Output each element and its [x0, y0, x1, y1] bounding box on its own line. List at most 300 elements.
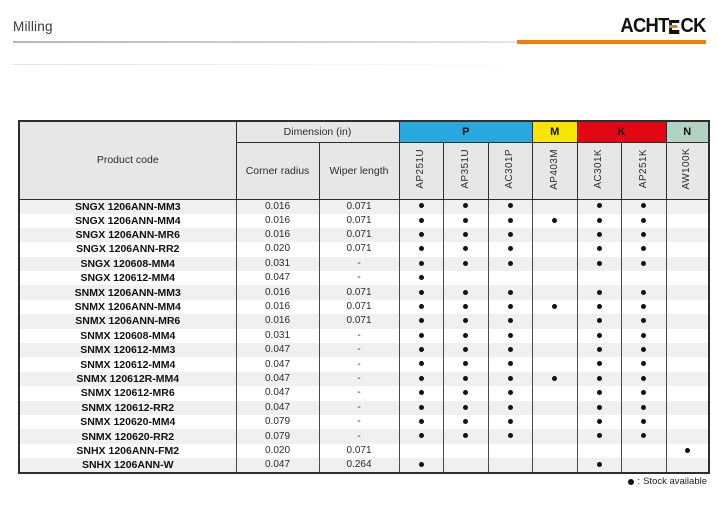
stock-cell-ap251k [622, 314, 667, 328]
stock-dot-icon [597, 318, 602, 323]
wiper-length-cell: - [319, 343, 399, 357]
grade-header-aw100k [666, 142, 709, 199]
stock-cell-ap403m [533, 429, 578, 443]
stock-cell-ac301k [577, 314, 622, 328]
stock-cell-ap251u [399, 300, 444, 314]
wiper-length-cell: 0.071 [319, 242, 399, 256]
corner-radius-cell: 0.016 [236, 300, 319, 314]
product-code-cell: SNMX 1206ANN-MM4 [19, 300, 236, 314]
corner-radius-cell: 0.031 [236, 257, 319, 271]
logo-text-suffix: CK [680, 15, 706, 37]
stock-dot-icon [508, 361, 513, 366]
product-table [18, 120, 710, 474]
stock-cell-ap251k [622, 271, 667, 285]
product-code-cell: SNMX 1206ANN-MR6 [19, 314, 236, 328]
stock-cell-ap351u [444, 357, 489, 371]
stock-cell-ac301p [488, 401, 533, 415]
stock-dot-icon [641, 405, 646, 410]
stock-cell-ap403m [533, 372, 578, 386]
stock-cell-ap351u [444, 458, 489, 473]
stock-dot-icon [419, 304, 424, 309]
wiper-length-cell: 0.071 [319, 214, 399, 228]
stock-dot-icon [419, 390, 424, 395]
stock-cell-ap251u [399, 401, 444, 415]
grade-header-label: AP403M [548, 148, 560, 190]
stock-cell-ap403m [533, 415, 578, 429]
product-code-cell: SNHX 1206ANN-FM2 [19, 444, 236, 458]
stock-cell-ap351u [444, 199, 489, 214]
grade-header-label: AW100K [681, 148, 693, 190]
stock-cell-ap403m [533, 271, 578, 285]
stock-dot-icon [641, 318, 646, 323]
stock-cell-ac301k [577, 386, 622, 400]
stock-cell-ap351u [444, 444, 489, 458]
stock-cell-ap403m [533, 228, 578, 242]
wiper-length-cell: - [319, 257, 399, 271]
stock-cell-ap251k [622, 372, 667, 386]
stock-cell-ac301k [577, 401, 622, 415]
corner-radius-cell: 0.016 [236, 285, 319, 299]
stock-dot-icon [641, 419, 646, 424]
stock-dot-icon [597, 304, 602, 309]
stock-dot-icon [641, 433, 646, 438]
stock-cell-ap251u [399, 242, 444, 256]
stock-cell-ap251u [399, 415, 444, 429]
stock-cell-ac301k [577, 415, 622, 429]
grade-header-label: AP251K [637, 149, 649, 189]
stock-dot-icon [641, 232, 646, 237]
stock-cell-ac301p [488, 329, 533, 343]
stock-cell-ap251k [622, 401, 667, 415]
stock-dot-icon [508, 333, 513, 338]
product-code-cell: SNGX 120612-MM4 [19, 271, 236, 285]
table-row [19, 386, 709, 400]
product-code-cell: SNGX 1206ANN-MM3 [19, 199, 236, 214]
stock-cell-ac301k [577, 429, 622, 443]
stock-cell-ap251k [622, 429, 667, 443]
header-divider [13, 40, 706, 44]
product-code-cell: SNGX 1206ANN-MR6 [19, 228, 236, 242]
stock-dot-icon [508, 390, 513, 395]
stock-cell-aw100k [666, 214, 709, 228]
wiper-length-cell: 0.071 [319, 300, 399, 314]
corner-radius-cell: 0.079 [236, 429, 319, 443]
stock-cell-ac301p [488, 372, 533, 386]
stock-cell-ap251k [622, 357, 667, 371]
stock-cell-ap403m [533, 444, 578, 458]
material-group-header-k: K [577, 121, 666, 142]
stock-dot-icon [508, 203, 513, 208]
stock-dot-icon [641, 333, 646, 338]
wiper-length-header: Wiper length [319, 142, 399, 199]
wiper-length-cell: - [319, 401, 399, 415]
stock-dot-icon [552, 376, 557, 381]
stock-cell-ap351u [444, 386, 489, 400]
corner-radius-cell: 0.047 [236, 401, 319, 415]
stock-dot-icon [641, 347, 646, 352]
stock-cell-ac301k [577, 214, 622, 228]
stock-dot-icon [641, 390, 646, 395]
table-row [19, 429, 709, 443]
stock-dot-icon [641, 261, 646, 266]
stock-cell-ap403m [533, 242, 578, 256]
product-code-cell: SNMX 120612-MM3 [19, 343, 236, 357]
grade-header-ap251u [399, 142, 444, 199]
wiper-length-cell: - [319, 357, 399, 371]
product-table-container [18, 120, 710, 474]
corner-radius-cell: 0.079 [236, 415, 319, 429]
table-row [19, 372, 709, 386]
stock-dot-icon [641, 203, 646, 208]
wiper-length-cell: - [319, 386, 399, 400]
stock-cell-ac301k [577, 444, 622, 458]
stock-cell-ac301p [488, 242, 533, 256]
stock-cell-ac301k [577, 343, 622, 357]
stock-dot-icon [508, 347, 513, 352]
corner-radius-cell: 0.047 [236, 386, 319, 400]
stock-dot-icon [597, 419, 602, 424]
corner-radius-cell: 0.047 [236, 372, 319, 386]
corner-radius-cell: 0.047 [236, 458, 319, 473]
stock-cell-aw100k [666, 357, 709, 371]
stock-cell-ac301p [488, 214, 533, 228]
stock-cell-ap251k [622, 285, 667, 299]
wiper-length-cell: - [319, 271, 399, 285]
stock-cell-aw100k [666, 329, 709, 343]
corner-radius-cell: 0.020 [236, 444, 319, 458]
stock-cell-ap251k [622, 458, 667, 473]
stock-dot-icon [641, 376, 646, 381]
table-row [19, 257, 709, 271]
stock-dot-icon [597, 232, 602, 237]
stock-cell-ap351u [444, 343, 489, 357]
stock-cell-ap403m [533, 386, 578, 400]
stock-dot-icon [463, 390, 468, 395]
stock-dot-icon [419, 333, 424, 338]
grade-header-label: AC301K [593, 149, 605, 189]
stock-dot-icon [419, 232, 424, 237]
stock-cell-ac301k [577, 329, 622, 343]
table-row [19, 458, 709, 473]
stock-cell-ap251u [399, 271, 444, 285]
stock-cell-ap251u [399, 386, 444, 400]
stock-cell-ac301p [488, 199, 533, 214]
wiper-length-cell: 0.264 [319, 458, 399, 473]
stock-dot-icon [508, 433, 513, 438]
stock-cell-ap351u [444, 300, 489, 314]
stock-cell-ap351u [444, 214, 489, 228]
table-row [19, 314, 709, 328]
stock-cell-ap251u [399, 458, 444, 473]
stock-cell-ap251k [622, 214, 667, 228]
stock-dot-icon [463, 246, 468, 251]
stock-cell-ac301p [488, 444, 533, 458]
table-body [19, 199, 709, 473]
grade-header-ac301p [488, 142, 533, 199]
stock-dot-icon [463, 433, 468, 438]
stock-dot-icon [463, 405, 468, 410]
stock-cell-ap251u [399, 343, 444, 357]
stock-cell-aw100k [666, 285, 709, 299]
stock-cell-aw100k [666, 300, 709, 314]
stock-cell-ac301p [488, 285, 533, 299]
stock-dot-icon [597, 218, 602, 223]
stock-cell-aw100k [666, 429, 709, 443]
wiper-length-cell: 0.071 [319, 199, 399, 214]
product-code-header: Product code [19, 121, 236, 199]
stock-dot-icon [508, 304, 513, 309]
stock-cell-ap251k [622, 257, 667, 271]
stock-dot-icon [508, 419, 513, 424]
stock-cell-ap403m [533, 199, 578, 214]
stock-cell-ap351u [444, 372, 489, 386]
stock-dot-icon [597, 361, 602, 366]
stock-cell-ap251k [622, 415, 667, 429]
stock-cell-ac301p [488, 228, 533, 242]
stock-cell-ac301p [488, 415, 533, 429]
wiper-length-cell: 0.071 [319, 314, 399, 328]
grade-header-label: AP351U [459, 149, 471, 189]
achteck-logo [621, 15, 706, 38]
table-header-groups-row [19, 121, 709, 142]
stock-cell-ap351u [444, 257, 489, 271]
table-row [19, 343, 709, 357]
corner-radius-cell: 0.047 [236, 343, 319, 357]
material-group-header-n: N [666, 121, 709, 142]
stock-dot-icon [419, 261, 424, 266]
stock-dot-icon [508, 218, 513, 223]
stock-cell-ap251u [399, 329, 444, 343]
stock-dot-icon [463, 290, 468, 295]
stock-dot-icon [597, 261, 602, 266]
stock-cell-ap251k [622, 386, 667, 400]
stock-dot-icon [597, 347, 602, 352]
stock-cell-aw100k [666, 228, 709, 242]
stock-cell-ap251u [399, 257, 444, 271]
stock-cell-ap351u [444, 401, 489, 415]
stock-cell-ac301p [488, 343, 533, 357]
corner-radius-cell: 0.047 [236, 357, 319, 371]
stock-dot-icon [597, 390, 602, 395]
stock-cell-ac301k [577, 199, 622, 214]
logo-letter-e-icon [669, 20, 679, 34]
stock-cell-ap251u [399, 429, 444, 443]
stock-cell-aw100k [666, 401, 709, 415]
product-code-cell: SNMX 120612-RR2 [19, 401, 236, 415]
stock-cell-ac301p [488, 429, 533, 443]
corner-radius-cell: 0.016 [236, 199, 319, 214]
stock-cell-ap351u [444, 429, 489, 443]
stock-cell-aw100k [666, 343, 709, 357]
grade-header-label: AP251U [415, 149, 427, 189]
stock-dot-icon [641, 246, 646, 251]
stock-dot-icon [419, 405, 424, 410]
stock-cell-ap403m [533, 401, 578, 415]
stock-cell-aw100k [666, 444, 709, 458]
stock-cell-ap403m [533, 300, 578, 314]
stock-dot-icon [641, 290, 646, 295]
secondary-divider [13, 64, 553, 65]
stock-cell-ac301p [488, 271, 533, 285]
stock-cell-ap351u [444, 228, 489, 242]
stock-cell-ap403m [533, 257, 578, 271]
stock-cell-aw100k [666, 415, 709, 429]
page-title: Milling [13, 19, 53, 34]
stock-dot-icon [552, 218, 557, 223]
logo-text-prefix: ACHT [620, 15, 669, 37]
corner-radius-cell: 0.016 [236, 314, 319, 328]
stock-dot-icon [419, 347, 424, 352]
product-code-cell: SNMX 120612R-MM4 [19, 372, 236, 386]
stock-dot-icon [508, 261, 513, 266]
stock-cell-aw100k [666, 458, 709, 473]
stock-cell-ap351u [444, 271, 489, 285]
stock-dot-icon [463, 361, 468, 366]
grade-header-label: AC301P [504, 149, 516, 189]
grade-header-ap251k [622, 142, 667, 199]
table-row [19, 285, 709, 299]
stock-cell-ap403m [533, 357, 578, 371]
stock-dot-icon [419, 218, 424, 223]
stock-dot-icon [419, 419, 424, 424]
product-code-cell: SNMX 120620-RR2 [19, 429, 236, 443]
corner-radius-cell: 0.031 [236, 329, 319, 343]
product-code-cell: SNMX 120612-MM4 [19, 357, 236, 371]
stock-dot-icon [685, 448, 690, 453]
legend-separator: : [637, 476, 641, 487]
stock-cell-aw100k [666, 271, 709, 285]
stock-cell-aw100k [666, 372, 709, 386]
stock-dot-icon [508, 246, 513, 251]
stock-cell-ap251k [622, 343, 667, 357]
stock-dot-icon [597, 405, 602, 410]
stock-dot-icon [597, 376, 602, 381]
wiper-length-cell: - [319, 329, 399, 343]
product-code-cell: SNGX 1206ANN-MM4 [19, 214, 236, 228]
stock-cell-ap251k [622, 300, 667, 314]
corner-radius-cell: 0.020 [236, 242, 319, 256]
stock-dot-icon [641, 361, 646, 366]
stock-cell-ap251u [399, 199, 444, 214]
stock-cell-ap403m [533, 329, 578, 343]
table-row [19, 444, 709, 458]
wiper-length-cell: - [319, 429, 399, 443]
stock-cell-ap251k [622, 228, 667, 242]
stock-dot-icon [419, 376, 424, 381]
table-row [19, 271, 709, 285]
stock-cell-ap403m [533, 214, 578, 228]
product-code-cell: SNMX 1206ANN-MM3 [19, 285, 236, 299]
stock-cell-ap251k [622, 199, 667, 214]
stock-cell-ap251k [622, 242, 667, 256]
grade-header-ap351u [444, 142, 489, 199]
table-row [19, 242, 709, 256]
stock-cell-ac301p [488, 458, 533, 473]
stock-dot-icon [597, 203, 602, 208]
stock-cell-ap351u [444, 329, 489, 343]
table-row [19, 357, 709, 371]
stock-dot-icon [463, 232, 468, 237]
stock-cell-ac301k [577, 357, 622, 371]
product-code-cell: SNGX 120608-MM4 [19, 257, 236, 271]
stock-dot-icon [419, 290, 424, 295]
stock-cell-ap351u [444, 285, 489, 299]
stock-cell-ac301k [577, 285, 622, 299]
stock-dot-icon [641, 304, 646, 309]
stock-cell-ac301p [488, 357, 533, 371]
stock-dot-icon [419, 433, 424, 438]
stock-dot-icon [419, 275, 424, 280]
wiper-length-cell: 0.071 [319, 228, 399, 242]
product-code-cell: SNMX 120608-MM4 [19, 329, 236, 343]
table-row [19, 228, 709, 242]
stock-dot-icon [463, 203, 468, 208]
table-row [19, 199, 709, 214]
stock-dot-icon [508, 405, 513, 410]
stock-cell-ap351u [444, 415, 489, 429]
product-code-cell: SNHX 1206ANN-W [19, 458, 236, 473]
stock-cell-ap251k [622, 329, 667, 343]
stock-cell-ac301k [577, 300, 622, 314]
stock-dot-icon [628, 479, 634, 485]
stock-cell-aw100k [666, 314, 709, 328]
grade-header-ap403m [533, 142, 578, 199]
header-divider-gray [13, 41, 517, 43]
stock-cell-ac301p [488, 314, 533, 328]
stock-cell-ap403m [533, 314, 578, 328]
legend-text: Stock available [643, 476, 707, 487]
stock-cell-aw100k [666, 242, 709, 256]
corner-radius-cell: 0.016 [236, 228, 319, 242]
product-code-cell: SNGX 1206ANN-RR2 [19, 242, 236, 256]
stock-cell-aw100k [666, 257, 709, 271]
stock-dot-icon [597, 333, 602, 338]
stock-dot-icon [597, 462, 602, 467]
stock-cell-ac301k [577, 228, 622, 242]
corner-radius-cell: 0.016 [236, 214, 319, 228]
stock-cell-ac301p [488, 257, 533, 271]
stock-dot-icon [463, 261, 468, 266]
table-row [19, 415, 709, 429]
stock-cell-ap251u [399, 314, 444, 328]
stock-dot-icon [419, 246, 424, 251]
stock-legend [628, 476, 707, 487]
wiper-length-cell: 0.071 [319, 285, 399, 299]
wiper-length-cell: - [319, 415, 399, 429]
stock-cell-ac301k [577, 458, 622, 473]
stock-dot-icon [508, 376, 513, 381]
stock-dot-icon [508, 232, 513, 237]
stock-dot-icon [463, 347, 468, 352]
stock-dot-icon [508, 318, 513, 323]
stock-cell-ap251u [399, 228, 444, 242]
material-group-header-p: P [399, 121, 533, 142]
corner-radius-cell: 0.047 [236, 271, 319, 285]
stock-cell-ac301k [577, 372, 622, 386]
table-row [19, 300, 709, 314]
dimension-group-header: Dimension (in) [236, 121, 399, 142]
stock-dot-icon [463, 304, 468, 309]
stock-dot-icon [419, 462, 424, 467]
stock-cell-ac301p [488, 300, 533, 314]
stock-cell-ac301k [577, 257, 622, 271]
stock-dot-icon [463, 333, 468, 338]
stock-dot-icon [597, 433, 602, 438]
stock-cell-ac301k [577, 242, 622, 256]
stock-cell-aw100k [666, 386, 709, 400]
stock-dot-icon [508, 290, 513, 295]
stock-cell-ap251u [399, 357, 444, 371]
